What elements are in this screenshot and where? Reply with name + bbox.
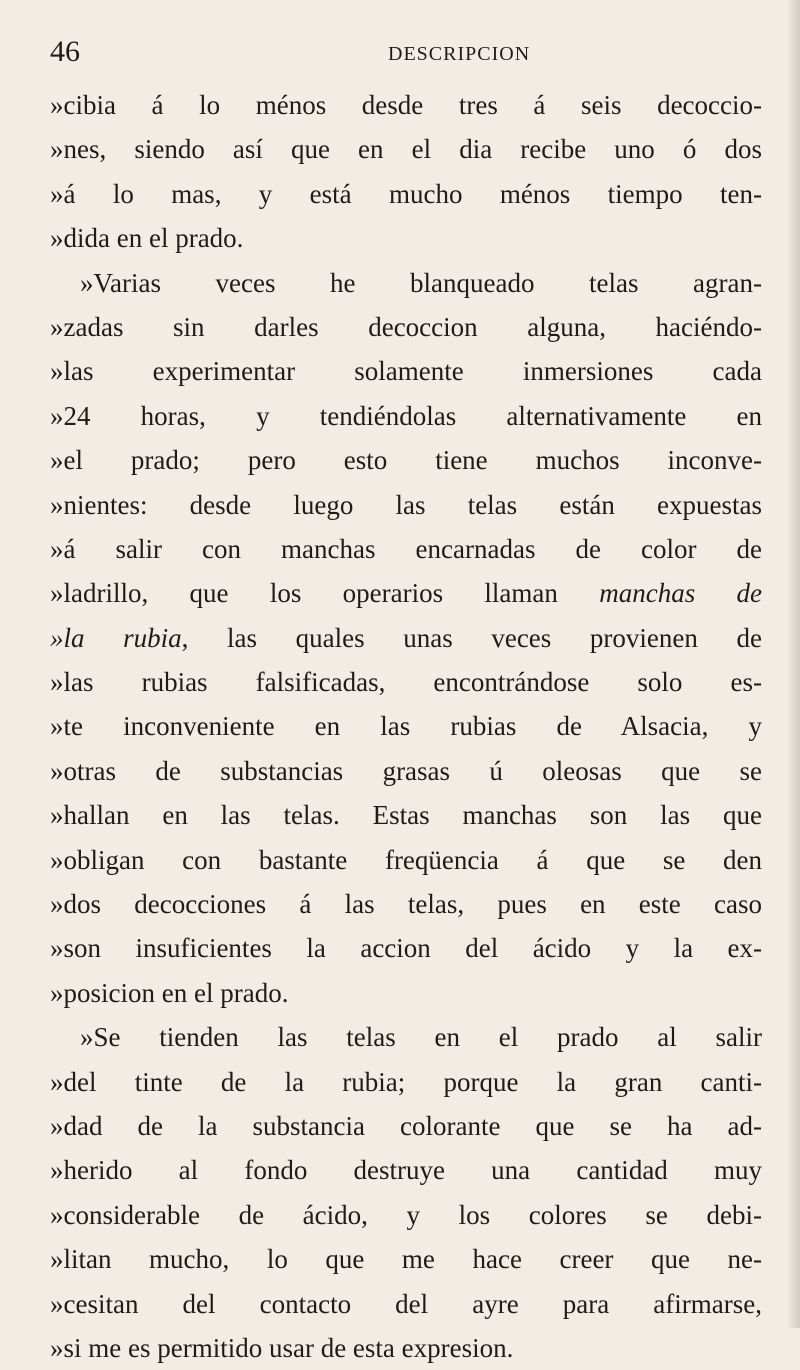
line-text: , las quales unas veces provienen de: [181, 622, 762, 653]
text-line: »otras de substancias grasas ú oleosas que se: [50, 755, 762, 786]
text-line: »el prado; pero esto tiene muchos inconve-: [50, 445, 762, 476]
running-head: [50, 34, 610, 74]
running-title: DESCRIPCION: [388, 43, 531, 65]
text-line: »Se tienden las telas en el prado al salir: [80, 1022, 762, 1053]
text-line: [50, 571, 762, 615]
text-line: »obligan con bastante freqüencia á que se den: [50, 844, 762, 875]
text-line: »litan mucho, lo que me hace creer que ne-: [50, 1244, 762, 1275]
text-line: »nes, siendo así que en el dia recibe uno ó dos: [50, 134, 762, 165]
italic-term: »la rubia: [50, 622, 182, 653]
text-line: »á salir con manchas encarnadas de color de: [50, 533, 762, 564]
text-line: »las experimentar solamente inmersiones cada: [50, 356, 762, 387]
text-line: »son insuficientes la accion del ácido y la ex-: [50, 933, 762, 964]
body-text: [50, 83, 762, 1370]
text-line: »cibia á lo ménos desde tres á seis decoccio-: [50, 90, 762, 120]
text-line: »considerable de ácido, y los colores se debi-: [50, 1199, 762, 1230]
text-line: »hallan en las telas. Estas manchas son las que: [50, 800, 762, 831]
text-line: »cesitan del contacto del ayre para afirmarse,: [50, 1288, 762, 1319]
text-line: »posicion en el prado.: [50, 977, 289, 1008]
page-number: 46: [50, 35, 80, 68]
text-line: »dos decocciones á las telas, pues en este caso: [50, 889, 762, 920]
text-line: »zadas sin darles decoccion alguna, haciéndo-: [50, 311, 762, 342]
page-edge-shadow: [786, 0, 800, 1328]
text-line: »á lo mas, y está mucho ménos tiempo ten-: [50, 178, 762, 209]
text-line: »herido al fondo destruye una cantidad muy: [50, 1155, 762, 1186]
text-line: »te inconveniente en las rubias de Alsacia, y: [50, 711, 762, 742]
text-line: »dida en el prado.: [50, 223, 244, 254]
text-line: »24 horas, y tendiéndolas alternativamente en: [50, 400, 762, 431]
text-line: »Varias veces he blanqueado telas agran-: [80, 267, 762, 298]
text-line: »dad de la substancia colorante que se ha ad-: [50, 1110, 762, 1141]
text-line: »las rubias falsificadas, encontrándose solo es-: [50, 667, 762, 698]
text-line: »nientes: desde luego las telas están expuestas: [50, 489, 762, 520]
text-line: »si me es permitido usar de esta expresion.: [50, 1332, 514, 1363]
line-text: »ladrillo, que los operarios llaman: [50, 578, 600, 609]
text-line: »del tinte de la rubia; porque la gran canti-: [50, 1066, 762, 1097]
text-line: [50, 616, 762, 660]
italic-term: manchas de: [599, 578, 762, 609]
